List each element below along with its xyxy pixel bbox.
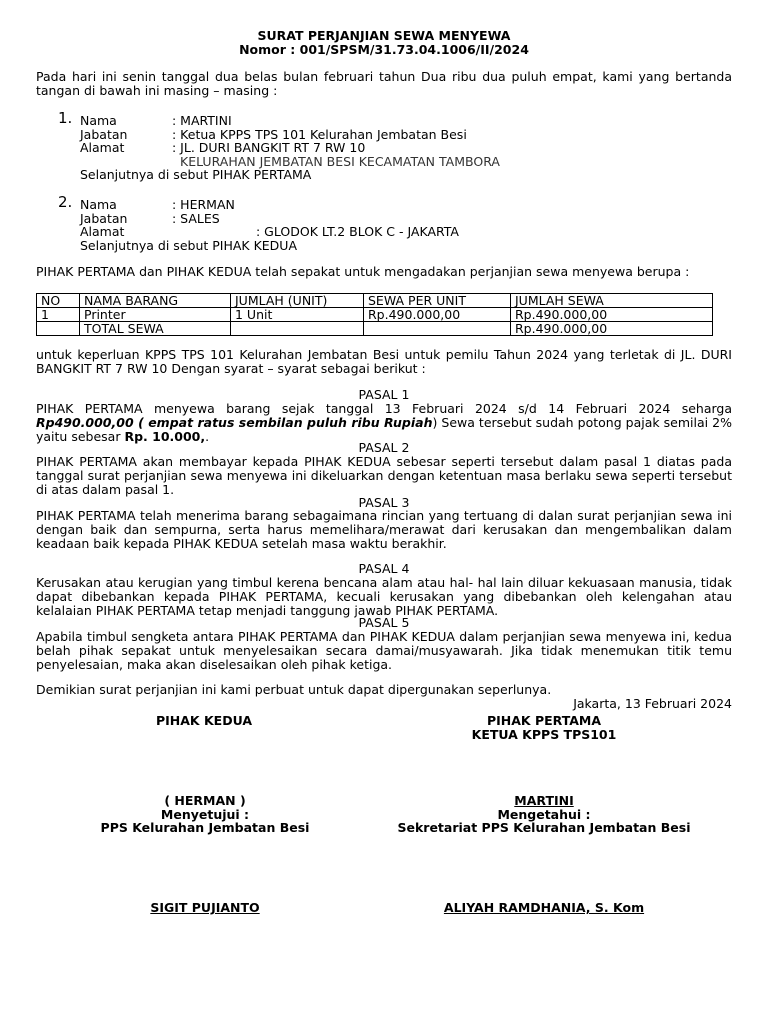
place-and-date: Jakarta, 13 Februari 2024 (573, 696, 732, 711)
party-two-designation: Selanjutnya di sebut PIHAK KEDUA (80, 237, 298, 253)
table-cell: Rp.490.000,00 (511, 322, 713, 336)
right-signatory-name: MARTINI (514, 793, 574, 808)
right-party-title-text: PIHAK PERTAMA (486, 713, 602, 728)
pasal-3-heading: PASAL 3 (358, 495, 410, 510)
table-cell: Rp.490.000,00 (364, 308, 511, 322)
pasal-1-heading: PASAL 1 (358, 387, 410, 402)
left-signatory-name: ( HERMAN ) (164, 793, 246, 808)
pasal-1-amount: Rp490.000,00 ( empat ratus sembilan puluh ribu Rupiah (36, 415, 433, 430)
left-party-title: PIHAK KEDUA (155, 713, 253, 728)
left-organization: PPS Kelurahan Jembatan Besi (100, 820, 310, 835)
party-one-number: 1. (58, 109, 73, 127)
pasal-1-text (36, 402, 732, 444)
right-acknowledge-label: Mengetahui : (497, 806, 591, 822)
table-header-item: NAMA BARANG (80, 294, 231, 308)
party-one-name-value: : MARTINI (172, 113, 232, 128)
pasal-2-heading: PASAL 2 (358, 440, 410, 455)
party-one-position-value: : Ketua KPPS TPS 101 Kelurahan Jembatan Besi (172, 126, 467, 142)
table-header-row (37, 294, 713, 308)
purpose-paragraph: untuk keperluan KPPS TPS 101 Kelurahan Jembatan Besi untuk pemilu Tahun 2024 yang terletak di JL. DURI BANGKIT RT 7 RW 10 Dengan syarat – syarat sebagai berikut : (36, 347, 732, 376)
left-official-name: SIGIT PUJIANTO (150, 900, 260, 915)
table-cell: Rp.490.000,00 (511, 308, 713, 322)
closing-statement: Demikian surat perjanjian ini kami perbuat untuk dapat dipergunakan seperlunya. (36, 682, 552, 697)
rental-items-table (36, 293, 713, 336)
agreement-intro: PIHAK PERTAMA dan PIHAK KEDUA telah sepakat untuk mengadakan perjanjian sewa menyewa berupa : (36, 264, 690, 279)
left-signature-block (70, 794, 340, 835)
table-header-quantity: JUMLAH (UNIT) (231, 294, 364, 308)
table-cell (231, 322, 364, 336)
document-title-block (0, 29, 768, 57)
party-one (36, 109, 732, 182)
pasal-4-text: Kerusakan atau kerugian yang timbul kerena bencana alam atau hal- hal lain diluar kekuasaan manusia, tidak dapat dibebankan kepada PIHAK PERTAMA, kecuali kerusakan yang dibebankan oleh kelengahan atau kelalaian PIHAK PERTAMA tetap menjadi tanggung jawab PIHAK PERTAMA. (36, 575, 732, 618)
pasal-5-text: Apabila timbul sengketa antara PIHAK PERTAMA dan PIHAK KEDUA dalam perjanjian sewa menyewa ini, kedua belah pihak sepakat untuk menyelesaikan secara damai/musyawarah. Jika tidak menemukan titik temu penyelesaian, maka akan diselesaikan oleh pihak ketiga. (36, 629, 732, 672)
table-cell: 1 Unit (231, 308, 364, 322)
right-signature-block (374, 794, 714, 835)
pasal-4-heading: PASAL 4 (358, 561, 410, 576)
table-header-total: JUMLAH SEWA (511, 294, 713, 308)
party-two-position-value: : SALES (172, 210, 220, 226)
party-two-address-label: Alamat (80, 224, 125, 239)
pasal-1-text-c: . (205, 429, 210, 444)
table-header-unit-price: SEWA PER UNIT (364, 294, 511, 308)
table-cell: TOTAL SEWA (80, 322, 231, 336)
left-approval-label: Menyetujui : (160, 806, 250, 822)
table-header-no: NO (37, 294, 80, 308)
table-cell: 1 (37, 308, 80, 322)
pasal-3-text: PIHAK PERTAMA telah menerima barang sebagaimana rincian yang tertuang di dalan surat perjanjian sewa ini dengan baik dan sempurna, serta harus memelihara/merawat dari kerusakan dan mengembalikan dalam keadaan baik kepada PIHAK KEDUA setelah masa waktu berakhir. (36, 508, 732, 551)
right-party-title (444, 714, 644, 741)
party-one-address-label: Alamat (80, 140, 125, 155)
right-party-subtitle: KETUA KPPS TPS101 (471, 726, 617, 742)
table-cell: Printer (80, 308, 231, 322)
party-two-name-value: : HERMAN (172, 197, 235, 212)
pasal-1-tax: Rp. 10.000, (124, 429, 206, 444)
table-cell (364, 322, 511, 336)
party-one-address-line2: KELURAHAN JEMBATAN BESI KECAMATAN TAMBORA (180, 153, 500, 169)
table-row (37, 322, 713, 336)
right-official-name: ALIYAH RAMDHANIA, S. Kom (443, 900, 645, 915)
pasal-5-heading: PASAL 5 (358, 615, 410, 630)
party-one-position-label: Jabatan (80, 126, 128, 142)
pasal-2-text: PIHAK PERTAMA akan membayar kepada PIHAK KEDUA sebesar seperti tersebut dalam pasal 1 diatas pada tanggal surat perjanjian sewa menyewa ini dikeluarkan dengan ketentuan masa berlaku sewa seperti tersebut di atas dalam pasal 1. (36, 454, 732, 497)
party-two-number: 2. (58, 193, 73, 211)
right-organization: Sekretariat PPS Kelurahan Jembatan Besi (397, 820, 691, 835)
table-cell (37, 322, 80, 336)
document-number: Nomor : 001/SPSM/31.73.04.1006/II/2024 (239, 42, 529, 57)
intro-paragraph: Pada hari ini senin tanggal dua belas bulan februari tahun Dua ribu dua puluh empat, kami yang bertanda tangan di bawah ini masing – masing : (36, 69, 732, 98)
table-row (37, 308, 713, 322)
party-two-address-value: : GLODOK LT.2 BLOK C - JAKARTA (256, 224, 459, 239)
party-one-designation: Selanjutnya di sebut PIHAK PERTAMA (80, 167, 312, 182)
party-two-name-label: Nama (80, 197, 117, 212)
pasal-1-text-a: PIHAK PERTAMA menyewa barang sejak tanggal 13 Februari 2024 s/d 14 Februari 2024 seharga (36, 401, 732, 416)
party-two-position-label: Jabatan (80, 210, 128, 226)
party-one-name-label: Nama (80, 113, 117, 128)
party-two (36, 193, 732, 253)
document-title: SURAT PERJANJIAN SEWA MENYEWA (257, 28, 511, 43)
pasal-1-text-b: ) Sewa tersebut sudah potong pajak semilai 2% yaitu sebesar (36, 415, 732, 444)
party-one-address-value: : JL. DURI BANGKIT RT 7 RW 10 (172, 140, 366, 155)
